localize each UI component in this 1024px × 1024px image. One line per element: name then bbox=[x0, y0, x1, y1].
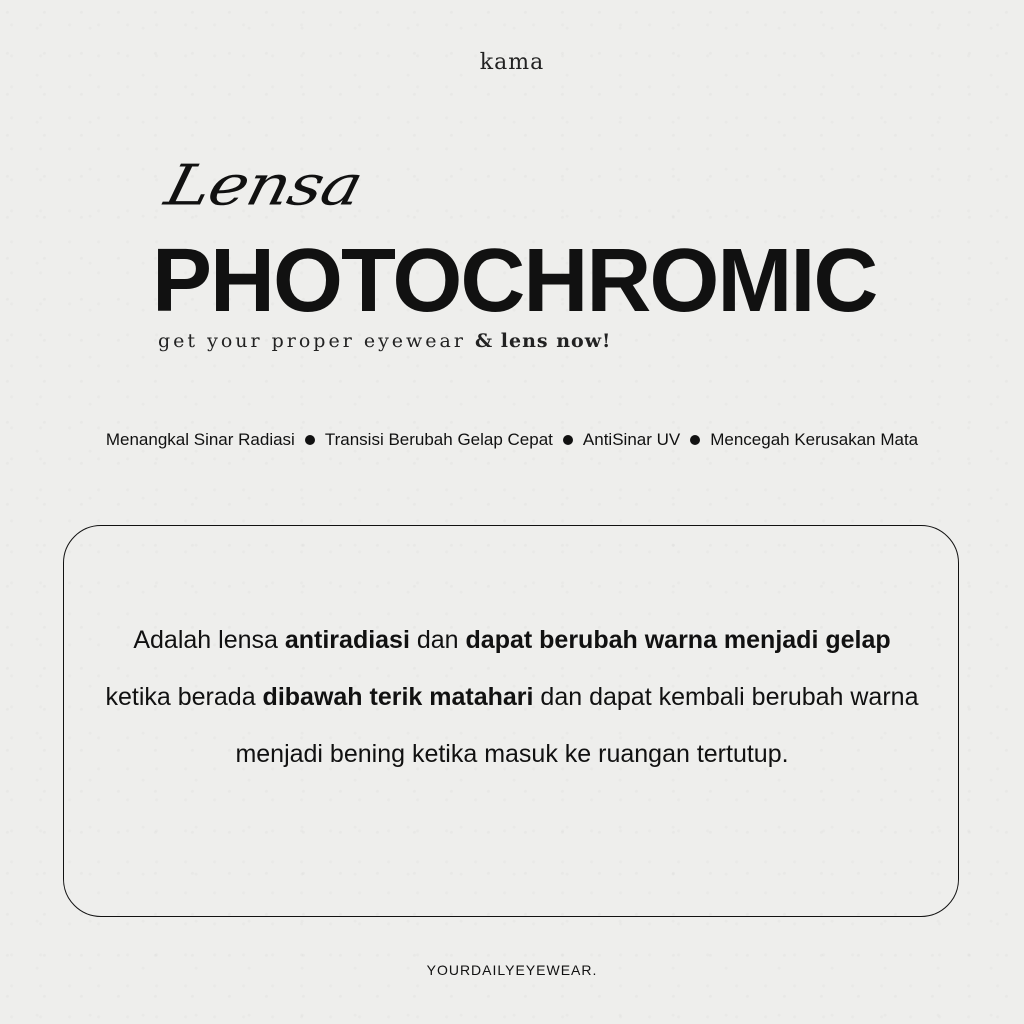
brand-logo: kama bbox=[479, 50, 545, 75]
tagline-light: get your proper eyewear bbox=[158, 330, 476, 352]
tagline bbox=[158, 330, 611, 353]
feature-item: AntiSinar UV bbox=[582, 430, 681, 449]
page-title: PHOTOCHROMIC bbox=[152, 231, 877, 331]
bullet-icon bbox=[690, 435, 700, 445]
bullet-icon bbox=[305, 435, 315, 445]
description-part: dan dapat kembali berubah warna menjadi bening ketika masuk ke ruangan tertutup. bbox=[235, 683, 919, 768]
description-highlight: antiradiasi bbox=[284, 626, 410, 654]
footer-text: YOURDAILYEYEWEAR. bbox=[426, 962, 598, 978]
tagline-bold: & lens now! bbox=[475, 330, 612, 352]
description-part: Adalah lensa bbox=[133, 626, 285, 654]
description-part: ketika berada bbox=[105, 683, 263, 711]
bullet-icon bbox=[563, 435, 573, 445]
description-highlight: dibawah terik matahari bbox=[262, 683, 534, 711]
title-script: Lensa bbox=[158, 152, 369, 219]
feature-item: Transisi Berubah Gelap Cepat bbox=[324, 430, 553, 449]
feature-item: Mencegah Kerusakan Mata bbox=[710, 430, 919, 449]
description-text bbox=[100, 612, 924, 783]
description-part: dan bbox=[409, 626, 466, 654]
feature-item: Menangkal Sinar Radiasi bbox=[105, 430, 295, 449]
feature-list bbox=[0, 430, 1024, 450]
description-highlight: dapat berubah warna menjadi gelap bbox=[465, 626, 891, 654]
